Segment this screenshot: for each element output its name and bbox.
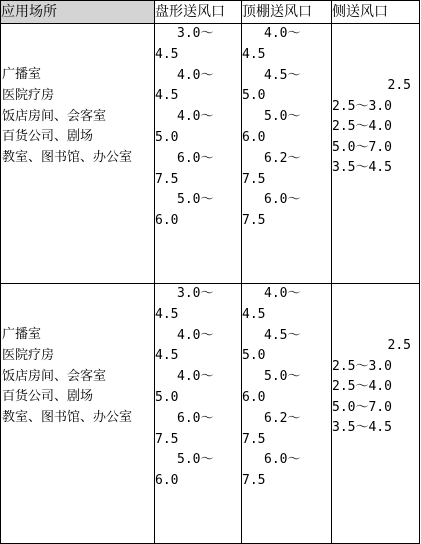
header-cell-side-outlet[interactable]: 侧送风口 [332,1,420,24]
header-row [1,1,420,24]
ceiling-outlet-cell[interactable] [242,24,332,284]
place-name: 广播室 [2,327,42,342]
disc-outlet-cell[interactable] [155,24,242,284]
value-line: 2.5～3.0 [332,358,392,374]
value-line: 3.5～4.5 [332,420,392,436]
place-name: 饭店房间、会客室 [2,108,107,124]
value-line: 2.5～4.0 [332,119,392,135]
value-line: 3.5～4.5 [332,160,392,176]
ceiling-outlet-cell[interactable] [242,284,332,544]
value-line: 6.0～ [264,192,301,208]
value-line: 7.5 [155,431,179,447]
value-line: 4.5 [155,306,179,322]
value-line: 7.5 [242,171,266,187]
value-line: 4.5 [155,46,179,62]
value-line: 2.5～4.0 [332,379,392,395]
value-line: 3.0～ [177,26,214,41]
value-line: 7.5 [242,473,266,489]
place-name: 教室、图书馆、办公室 [2,410,133,426]
place-name: 百货公司、剧场 [2,129,94,145]
value-line: 3.0～ [177,286,214,301]
disc-outlet-cell[interactable] [155,284,242,544]
place-name: 医院疗房 [2,87,55,103]
value-line: 6.2～ [264,410,301,426]
value-line: 5.0～7.0 [332,139,392,155]
value-line: 4.5 [242,46,266,62]
side-outlet-cell[interactable] [332,284,420,544]
header-cell-location[interactable]: 应用场所 [1,1,155,24]
value-line: 2.5 [387,338,411,353]
value-line: 4.0～ [264,286,301,301]
value-line: 2.5 [387,78,411,93]
value-line: 7.5 [242,213,266,229]
header-cell-disc-outlet[interactable]: 盘形送风口 [155,1,242,24]
value-line: 5.0 [242,348,266,364]
value-line: 4.0～ [177,369,214,385]
value-line: 5.0～7.0 [332,399,392,415]
table-row [1,284,420,544]
value-line: 6.0～ [264,452,301,468]
value-line: 4.5 [155,348,179,364]
value-line: 6.0 [242,129,266,145]
value-line: 4.5～ [264,327,301,343]
value-line: 5.0～ [264,109,301,125]
value-line: 5.0～ [177,452,214,468]
value-line: 5.0～ [177,192,214,208]
side-outlet-cell[interactable] [332,24,420,284]
places-cell[interactable] [1,284,155,544]
value-line: 4.5 [242,306,266,322]
value-line: 6.2～ [264,150,301,166]
value-line: 7.5 [242,431,266,447]
value-line: 5.0 [155,129,179,145]
value-line: 4.5～ [264,67,301,83]
value-line: 6.0～ [177,410,214,426]
place-name: 医院疗房 [2,347,55,363]
value-line: 6.0～ [177,150,214,166]
value-line: 4.0～ [177,109,214,125]
value-line: 6.0 [242,389,266,405]
header-cell-ceiling-outlet[interactable]: 顶棚送风口 [242,1,332,24]
place-name: 广播室 [2,67,42,82]
value-line: 6.0 [155,473,179,489]
value-line: 5.0～ [264,369,301,385]
value-line: 4.0～ [177,327,214,343]
value-line: 2.5～3.0 [332,98,392,114]
value-line: 5.0 [242,88,266,104]
place-name: 百货公司、剧场 [2,389,94,405]
table-row [1,24,420,284]
place-name: 饭店房间、会客室 [2,368,107,384]
places-cell[interactable] [1,24,155,284]
value-line: 4.5 [155,88,179,104]
value-line: 4.0～ [264,26,301,41]
value-line: 4.0～ [177,67,214,83]
place-name: 教室、图书馆、办公室 [2,150,133,166]
value-line: 6.0 [155,213,179,229]
value-line: 7.5 [155,171,179,187]
value-line: 5.0 [155,389,179,405]
